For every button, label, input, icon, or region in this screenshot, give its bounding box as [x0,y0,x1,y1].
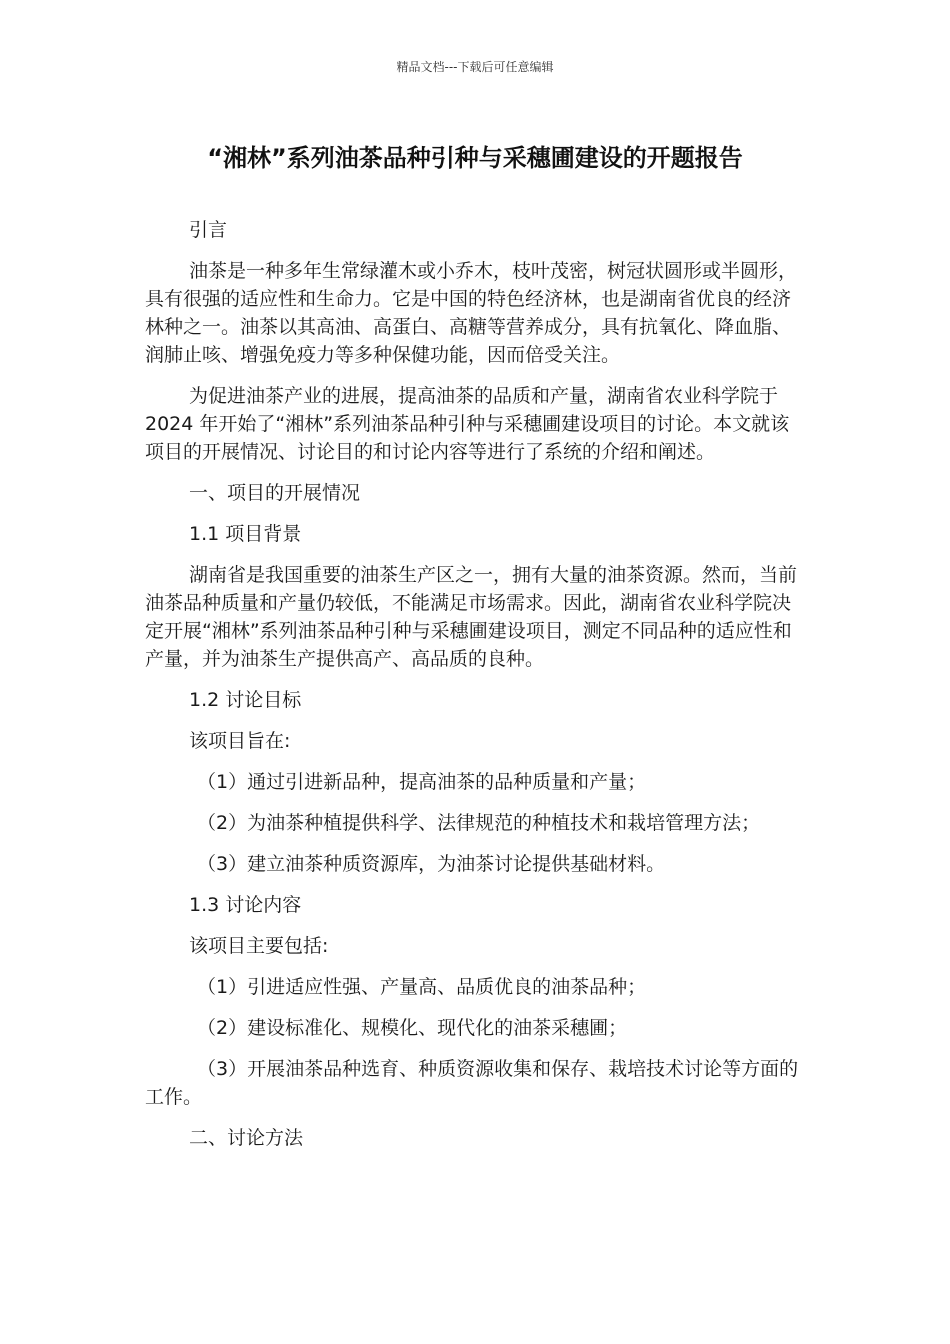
section-1-3-lead: 该项目主要包括: [189,935,329,957]
section-1-2-heading: 1.2 讨论目标 [189,689,302,711]
section-1-2-lead: 该项目旨在: [189,730,291,752]
section-1-1-heading: 1.1 项目背景 [189,523,302,545]
intro-heading: 引言 [189,219,228,241]
list-item: （1）通过引进新品种，提高油茶的品种质量和产量； [197,771,647,793]
list-item: （3）建立油茶种质资源库，为油茶讨论提供基础材料。 [197,853,666,875]
list-item: （3）开展油茶品种选育、种质资源收集和保存、栽培技术讨论等方面的工作。 [145,1058,799,1108]
intro-paragraph-2: 为促进油茶产业的进展，提高油茶的品质和产量，湖南省农业科学院于 2024 年开始了“湘林”系列油茶品种引种与采穗圃建设项目的讨论。本文就该项目的开展情况、讨论目的和讨论内容等进行了系统的介绍和阐述。 [145,385,790,463]
document-title: “湘林”系列油茶品种引种与采穗圃建设的开题报告 [207,144,743,172]
section-1-heading: 一、项目的开展情况 [189,482,361,504]
section-1-3-heading: 1.3 讨论内容 [189,894,302,916]
section-1-1-paragraph: 湖南省是我国重要的油茶生产区之一，拥有大量的油茶资源。然而，当前油茶品种质量和产量仍较低，不能满足市场需求。因此，湖南省农业科学院决定开展“湘林”系列油茶品种引种与采穗圃建设项目，测定不同品种的适应性和产量，并为油茶生产提供高产、高品质的良种。 [145,564,798,670]
section-2-heading: 二、讨论方法 [189,1127,304,1149]
intro-paragraph-1: 油茶是一种多年生常绿灌木或小乔木，枝叶茂密，树冠状圆形或半圆形，具有很强的适应性和生命力。它是中国的特色经济林，也是湖南省优良的经济林种之一。油茶以其高油、高蛋白、高糖等营养成分，具有抗氧化、降血脂、润肺止咳、增强免疫力等多种保健功能，因而倍受关注。 [145,260,798,366]
header-note: 精品文档---下载后可任意编辑 [396,60,554,74]
list-item: （2）为油茶种植提供科学、法律规范的种植技术和栽培管理方法； [197,812,761,834]
list-item: （2）建设标准化、规模化、现代化的油茶采穗圃； [197,1017,628,1039]
list-item: （1）引进适应性强、产量高、品质优良的油茶品种； [197,976,647,998]
document-body [145,216,805,1165]
